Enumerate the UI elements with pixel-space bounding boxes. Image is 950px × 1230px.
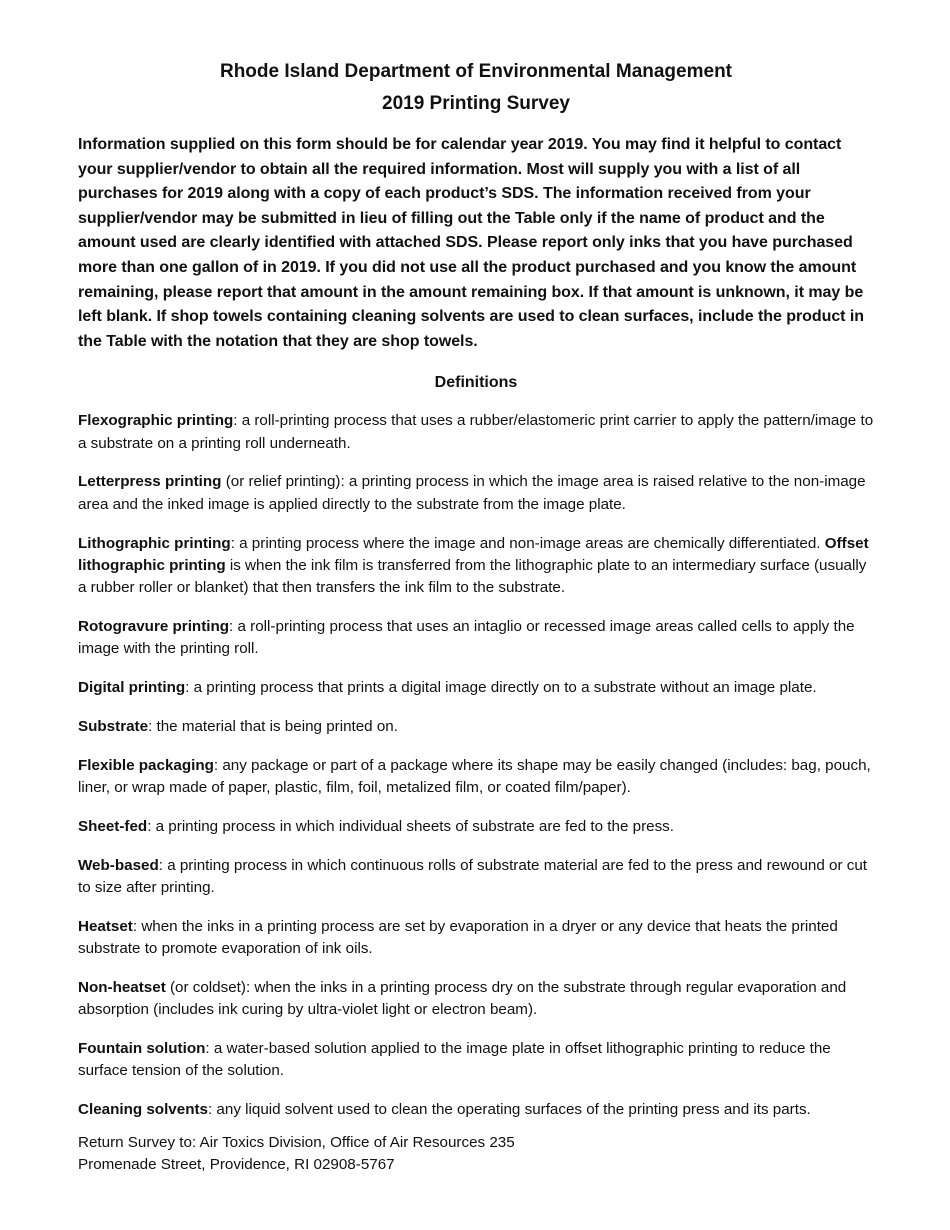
definition-flexographic [78, 410, 874, 455]
definition-text: : a printing process where the image and non-image areas are chemically differentiated. [230, 534, 825, 552]
definition-text: : any package or part of a package where its shape may be easily changed (includes: bag, pouch, liner, or wrap made of paper, plastic, film, foil, metalized film, or coated film/paper). [78, 756, 871, 796]
definition-cleaning-solvents [78, 1099, 874, 1121]
definition-term: Substrate [78, 717, 149, 735]
definition-term: Digital printing [78, 679, 186, 697]
definition-substrate [78, 716, 874, 738]
definition-term: Flexible packaging [78, 756, 214, 774]
definition-flexible-packaging [78, 755, 874, 800]
page-subtitle: 2019 Printing Survey [382, 93, 570, 114]
definition-term: Non-heatset [78, 978, 166, 996]
definition-lithographic [78, 533, 874, 600]
page-title: Rhode Island Department of Environmental Management [219, 61, 733, 82]
definition-text: : a printing process in which continuous rolls of substrate material are fed to the press and rewound or cut to size after printing. [78, 856, 868, 896]
definitions-heading: Definitions [434, 374, 518, 392]
definition-term: Lithographic printing [78, 534, 231, 552]
definition-non-heatset [78, 977, 874, 1022]
definition-web-based [78, 855, 874, 900]
definition-term: Flexographic printing [78, 412, 234, 430]
definition-term: Fountain solution [78, 1039, 206, 1057]
definition-text: : a roll-printing process that uses an intaglio or recessed image areas called cells to apply the image with the printing roll. [78, 617, 855, 658]
definition-letterpress [78, 471, 874, 516]
definition-term: Cleaning solvents [78, 1100, 208, 1118]
definition-text: : a roll-printing process that uses a rubber/elastomeric print carrier to apply the pattern/image to a substrate on a printing roll underneath. [78, 412, 874, 452]
definition-term: Heatset [78, 917, 133, 935]
document-page [78, 56, 874, 1176]
definition-term: Sheet-fed [78, 817, 148, 835]
definition-term: Web-based [78, 856, 159, 874]
definition-text: (or relief printing): a printing process in which the image area is raised relative to the non-image area and the inked image is applied directly to the substrate from the image plate. [78, 473, 866, 513]
definition-term: Letterpress printing [78, 473, 222, 491]
definitions-list [78, 410, 874, 1121]
definition-text: : a printing process in which individual sheets of substrate are fed to the press. [147, 817, 674, 835]
return-address: Return Survey to: Air Toxics Division, Office of Air Resources 235 Promenade Street, Providence, RI 02908-5767 [78, 1133, 515, 1173]
definition-text: : when the inks in a printing process are set by evaporation in a dryer or any device that heats the printed substrate to promote evaporation of ink oils. [78, 917, 838, 957]
intro-paragraph: Information supplied on this form should be for calendar year 2019. You may find it helpful to contact your supplier/vendor to obtain all the required information. Most will supply you with a list of all purchases for 2019 along with a copy of each product’s SDS. The information received from your supplier/vendor may be submitted in lieu of filling out the Table only if the name of product and the amount used are clearly identified with attached SDS. Please report only inks that you have purchased more than one gallon of in 2019. If you did not use all the product purchased and you know the amount remaining, please report that amount in the amount remaining box. If that amount is unknown, it may be left blank. If shop towels containing cleaning solvents are used to clean surfaces, include the product in the Table with the notation that they are shop towels. [78, 136, 864, 350]
definition-rotogravure [78, 616, 874, 661]
definition-term: Rotogravure printing [78, 617, 230, 635]
definition-text: : any liquid solvent used to clean the operating surfaces of the printing press and its parts. [207, 1100, 811, 1118]
definition-sheet-fed [78, 816, 874, 838]
definition-digital [78, 677, 874, 699]
definition-text: : a water-based solution applied to the image plate in offset lithographic printing to reduce the surface tension of the solution. [78, 1039, 831, 1080]
definition-text: is when the ink film is transferred from the lithographic plate to an intermediary surface (usually a rubber roller or blanket) that then transfers the ink film to the substrate. [78, 556, 867, 597]
definition-text: : a printing process that prints a digital image directly on to a substrate without an image plate. [185, 679, 817, 697]
definition-text: : the material that is being printed on. [148, 717, 398, 735]
definition-term: Offset lithographic printing [78, 534, 869, 574]
definition-heatset [78, 916, 874, 961]
definition-text: (or coldset): when the inks in a printing process dry on the substrate through regular evaporation and absorption (includes ink curing by ultra-violet light or electron beam). [78, 978, 847, 1018]
definition-fountain-solution [78, 1038, 874, 1083]
